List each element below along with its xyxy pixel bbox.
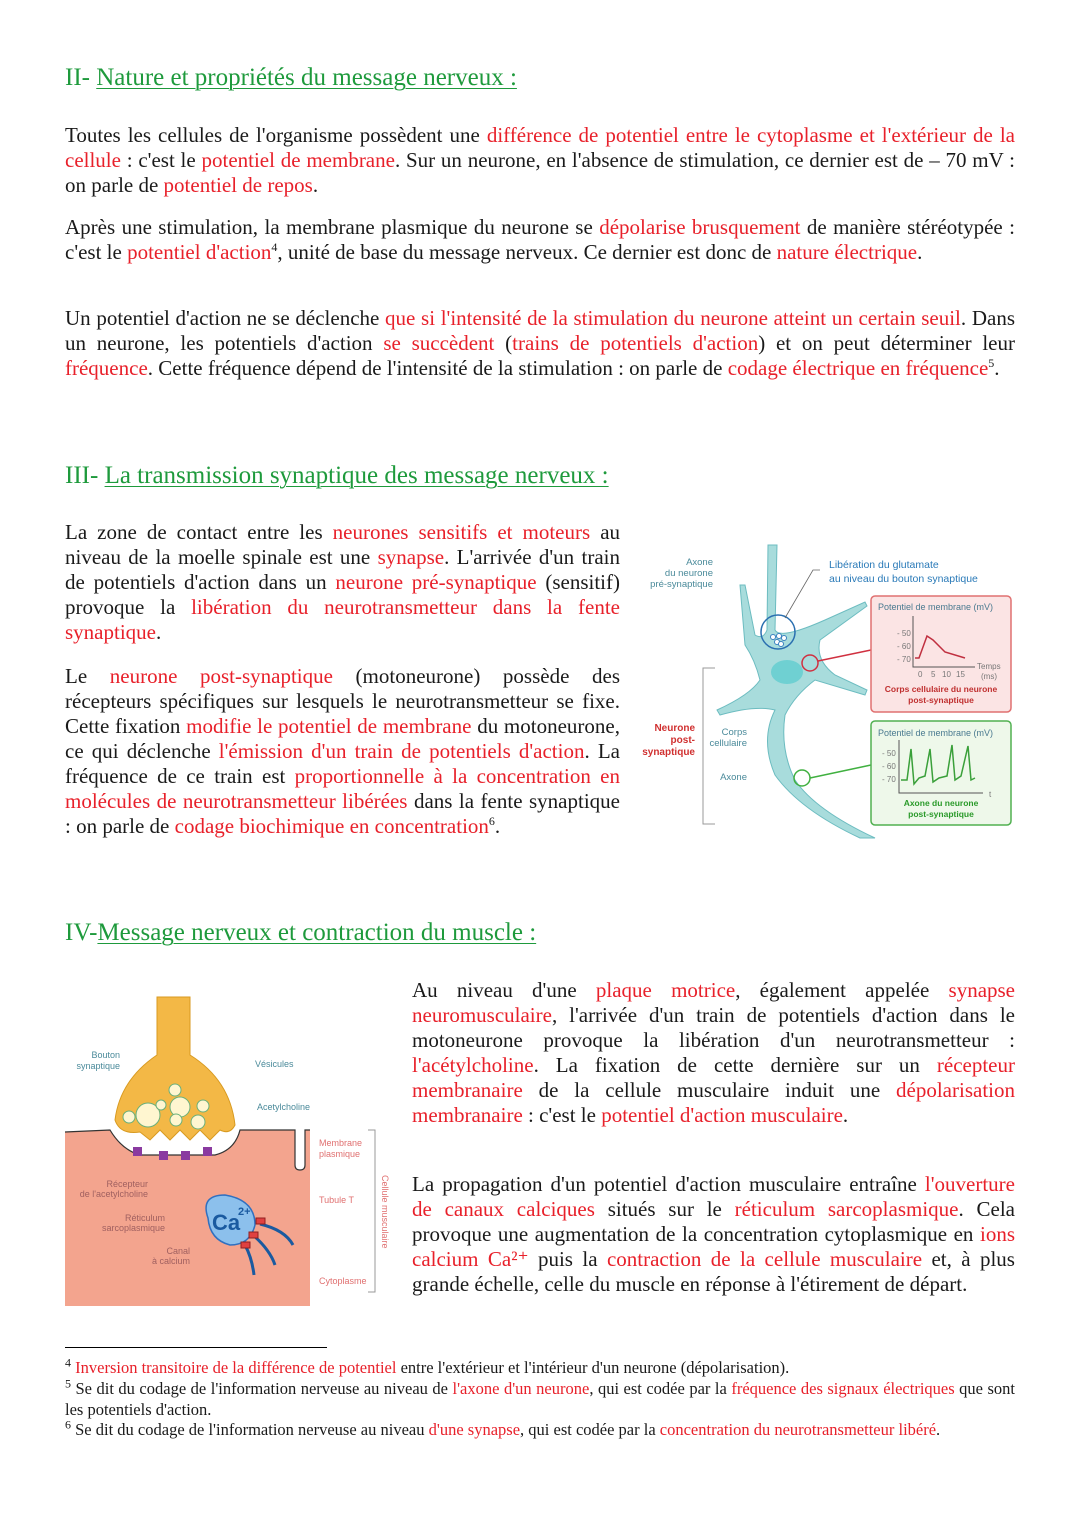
text-segment: Après une stimulation, la membrane plasmique du neurone se <box>65 215 600 239</box>
footnote-ref: 6 <box>65 1417 71 1432</box>
label-reticulum: Réticulum <box>124 1213 165 1223</box>
heading-title: Message nerveux et contraction du muscle : <box>97 919 537 946</box>
y-tick: - 50 <box>882 749 896 758</box>
label-glutamate: au niveau du bouton synaptique <box>829 573 978 585</box>
heading-title: Nature et propriétés du message nerveux : <box>96 64 517 91</box>
text-segment: . Sur un neurone, en l'absence de stimulation, ce dernier est de – 70 mV : on parle de <box>65 148 1015 197</box>
nucleus <box>771 660 803 684</box>
heading-title: La transmission synaptique des message nerveux : <box>104 462 609 489</box>
highlighted-text: que si l'intensité de la stimulation du neurone atteint un certain seuil <box>385 306 961 330</box>
highlighted-text: modifie le potentiel de membrane <box>186 714 472 738</box>
text-segment: situés sur le <box>594 1197 735 1221</box>
label-vesicules: Vésicules <box>255 1059 294 1069</box>
text-segment: . La fixation de cette dernière sur un <box>533 1053 937 1077</box>
text-segment: Un potentiel d'action ne se déclenche <box>65 306 386 330</box>
text-segment: que sont les potentiels d'action. <box>65 1379 1016 1419</box>
section-heading-3 <box>65 462 609 490</box>
label-axon: Axone <box>720 772 747 783</box>
heading-number: II- <box>65 64 97 91</box>
label-axon-pre: du neurone <box>664 568 713 579</box>
text-segment: . L'arrivée d'un train de potentiels d'action dans un <box>65 545 620 594</box>
y-tick: - 60 <box>882 762 896 771</box>
text-segment: , l'arrivée d'un train de potentiels d'action dans le motoneurone provoque la libération d'un neurotransmetteur : <box>412 1003 1015 1052</box>
text-segment: . Cette fréquence dépend de l'intensité de la stimulation : on parle de <box>147 356 728 380</box>
paragraph <box>65 123 1015 198</box>
highlighted-text: nature électrique <box>776 240 918 264</box>
highlighted-text: trains de potentiels d'action <box>512 331 759 355</box>
label-canal: Canal <box>166 1246 190 1256</box>
calcium-charge: 2+ <box>238 1206 251 1218</box>
label-acetylcholine: Acetylcholine <box>257 1102 311 1112</box>
highlighted-text: potentiel de repos <box>163 173 313 197</box>
neuromuscular-figure <box>60 990 400 1310</box>
highlighted-text: neurone post-synaptique <box>109 664 333 688</box>
label-post-neuron: synaptique <box>642 747 695 758</box>
label-tubule: Tubule T <box>319 1195 355 1205</box>
text-segment: Toutes les cellules de l'organisme possèdent une <box>65 123 487 147</box>
label-post-neuron: Neurone <box>654 723 695 734</box>
label-membrane: plasmique <box>319 1149 361 1159</box>
label-recepteur: Récepteur <box>106 1179 148 1189</box>
highlighted-text: potentiel d'action <box>127 240 272 264</box>
label-axon-pre: pré-synaptique <box>650 579 713 590</box>
text-segment: , unité de base du message nerveux. Ce dernier est donc de <box>277 240 777 264</box>
label-cell-body: Corps <box>721 727 747 738</box>
highlighted-text: fréquence des signaux électriques <box>731 1379 955 1398</box>
text-segment: . <box>936 1420 941 1439</box>
text-segment: : c'est le <box>120 148 202 172</box>
label-cytoplasme: Cytoplasme <box>319 1276 367 1286</box>
graph-title: Potentiel de membrane (mV) <box>878 728 994 738</box>
footnote-5 <box>65 1376 1016 1420</box>
graph-caption: post-synaptique <box>908 695 974 705</box>
text-segment: . <box>312 173 319 197</box>
highlighted-text: différence de potentiel entre le cytoplasme et l'extérieur de la cellule <box>65 123 1015 172</box>
label-bouton: synaptique <box>76 1061 120 1071</box>
highlighted-text: synapse neuromusculaire <box>412 978 1016 1027</box>
paragraph <box>65 306 1015 381</box>
highlighted-text: dépolarise brusquement <box>599 215 801 239</box>
text-segment: de manière stéréotypée : c'est le <box>65 215 1015 264</box>
text-segment: Se dit du codage de l'information nerveuse au niveau de <box>71 1379 453 1398</box>
x-tick: 10 <box>942 670 951 679</box>
graph-caption: Axone du neurone <box>903 798 979 808</box>
label-bouton: Bouton <box>91 1050 120 1060</box>
highlighted-text: récepteur membranaire <box>412 1053 1015 1102</box>
section-heading-2 <box>65 64 517 92</box>
heading-number: IV- <box>65 919 98 946</box>
x-label: t <box>989 790 992 799</box>
graph-caption: post-synaptique <box>908 809 974 819</box>
paragraph <box>65 215 1015 265</box>
x-tick: 15 <box>956 670 965 679</box>
footnote-divider <box>65 1347 327 1348</box>
y-tick: - 60 <box>897 642 911 651</box>
highlighted-text: neurone pré-synaptique <box>335 570 537 594</box>
highlighted-text: dépolarisation membranaire <box>412 1078 1015 1127</box>
text-segment: ) et on peut déterminer leur <box>758 331 1015 355</box>
label-glutamate: Libération du glutamate <box>829 559 939 571</box>
footnote-ref: 5 <box>65 1376 71 1391</box>
x-label: Temps <box>977 662 1001 671</box>
highlighted-text: l'émission d'un train de potentiels d'action <box>218 739 585 763</box>
text-segment: . Dans un neurone, les potentiels d'action <box>65 306 1015 355</box>
highlighted-text: codage biochimique en concentration <box>174 814 489 838</box>
label-membrane: Membrane <box>319 1138 363 1148</box>
label-recepteur: de l'acetylcholine <box>79 1189 148 1199</box>
calcium-label: Ca <box>212 1210 241 1235</box>
label-post-neuron: post- <box>670 735 695 746</box>
highlighted-text: libération du neurotransmetteur dans la fente synaptique <box>65 595 620 644</box>
text-segment: , qui est codée par la <box>520 1420 660 1439</box>
highlighted-text: codage électrique en fréquence <box>727 356 989 380</box>
text-segment: . La fréquence de ce train est <box>65 739 620 788</box>
highlighted-text: l'acétylcholine <box>412 1053 534 1077</box>
text-segment: et, à plus grande échelle, celle du muscle en réponse à l'étirement de départ. <box>412 1247 1015 1296</box>
x-label: (ms) <box>981 672 997 681</box>
footnote-ref: 4 <box>271 240 278 254</box>
highlighted-text: contraction de la cellule musculaire <box>606 1247 923 1271</box>
text-segment: (sensitif) provoque la <box>65 570 621 619</box>
label-cell-body: cellulaire <box>709 738 747 749</box>
label-canal: à calcium <box>151 1256 190 1266</box>
neuron-figure <box>635 540 1025 840</box>
text-segment: Se dit du codage de l'information nerveuse au niveau <box>71 1420 429 1439</box>
highlighted-text: Inversion transitoire de la différence de potentiel <box>75 1358 397 1377</box>
highlighted-text: fréquence <box>65 356 148 380</box>
footnote-4 <box>65 1355 1015 1379</box>
heading-number: III- <box>65 462 105 489</box>
graph-caption: Corps cellulaire du neurone <box>884 684 998 694</box>
text-segment: . <box>994 356 1000 380</box>
text-segment: dans la fente synaptique : on parle de <box>65 789 620 838</box>
y-tick: - 70 <box>897 655 911 664</box>
footnote-6 <box>65 1417 1015 1441</box>
text-segment: . Cela provoque une augmentation de la concentration cytoplasmique en <box>412 1197 1015 1246</box>
text-segment: . <box>494 814 501 838</box>
paragraph <box>65 520 620 645</box>
text-segment: entre l'extérieur et l'intérieur d'un neurone (dépolarisation). <box>396 1358 790 1377</box>
text-segment: : c'est le <box>522 1103 602 1127</box>
highlighted-text: potentiel d'action musculaire <box>601 1103 843 1127</box>
text-segment: , également appelée <box>735 978 949 1002</box>
text-segment: . <box>917 240 923 264</box>
text-segment: , qui est codée par la <box>589 1379 732 1398</box>
x-tick: 5 <box>931 670 936 679</box>
highlighted-text: l'ouverture de canaux calciques <box>412 1172 1015 1221</box>
text-segment: ( <box>494 331 513 355</box>
highlighted-text: ions calcium Ca²⁺ <box>412 1222 1015 1271</box>
highlighted-text: d'une synapse <box>428 1420 521 1439</box>
footnote-ref: 4 <box>65 1355 71 1370</box>
text-segment: au niveau de la moelle spinale est une <box>65 520 621 569</box>
text-segment: La zone de contact entre les <box>65 520 333 544</box>
label-axon-pre: Axone <box>686 557 713 568</box>
highlighted-text: synapse <box>377 545 445 569</box>
highlighted-text: se succèdent <box>383 331 495 355</box>
section-heading-4 <box>65 919 536 947</box>
text-segment: . <box>842 1103 849 1127</box>
highlighted-text: potentiel de membrane <box>201 148 395 172</box>
paragraph <box>65 664 620 839</box>
x-tick: 0 <box>918 670 923 679</box>
text-segment: Le <box>65 664 110 688</box>
label-reticulum: sarcoplasmique <box>101 1223 165 1233</box>
y-tick: - 70 <box>882 775 896 784</box>
highlighted-text: proportionnelle à la concentration en molécules de neurotransmetteur libérées <box>65 764 621 813</box>
paragraph <box>412 978 1015 1128</box>
highlighted-text: réticulum sarcoplasmique <box>734 1197 959 1221</box>
highlighted-text: plaque motrice <box>595 978 736 1002</box>
highlighted-text: neurones sensitifs et moteurs <box>332 520 591 544</box>
graph-title: Potentiel de membrane (mV) <box>878 602 994 612</box>
text-segment: puis la <box>528 1247 607 1271</box>
text-segment: (motoneurone) possède des récepteurs spécifiques sur lesquels le neurotransmetteur se fixe. Cette fixation <box>65 664 621 738</box>
label-cellule: Cellule musculaire <box>380 1175 390 1249</box>
paragraph <box>412 1172 1015 1297</box>
text-segment: La propagation d'un potentiel d'action musculaire entraîne <box>412 1172 925 1196</box>
highlighted-text: l'axone d'un neurone <box>452 1379 590 1398</box>
text-segment: Au niveau d'une <box>412 978 596 1002</box>
text-segment: . <box>155 620 162 644</box>
highlighted-text: concentration du neurotransmetteur libéré <box>659 1420 937 1439</box>
text-segment: du motoneurone, ce qui déclenche <box>65 714 620 763</box>
footnote-ref: 5 <box>988 356 995 370</box>
footnote-ref: 6 <box>488 814 495 828</box>
y-tick: - 50 <box>897 629 911 638</box>
text-segment: de la cellule musculaire induit une <box>522 1078 897 1102</box>
